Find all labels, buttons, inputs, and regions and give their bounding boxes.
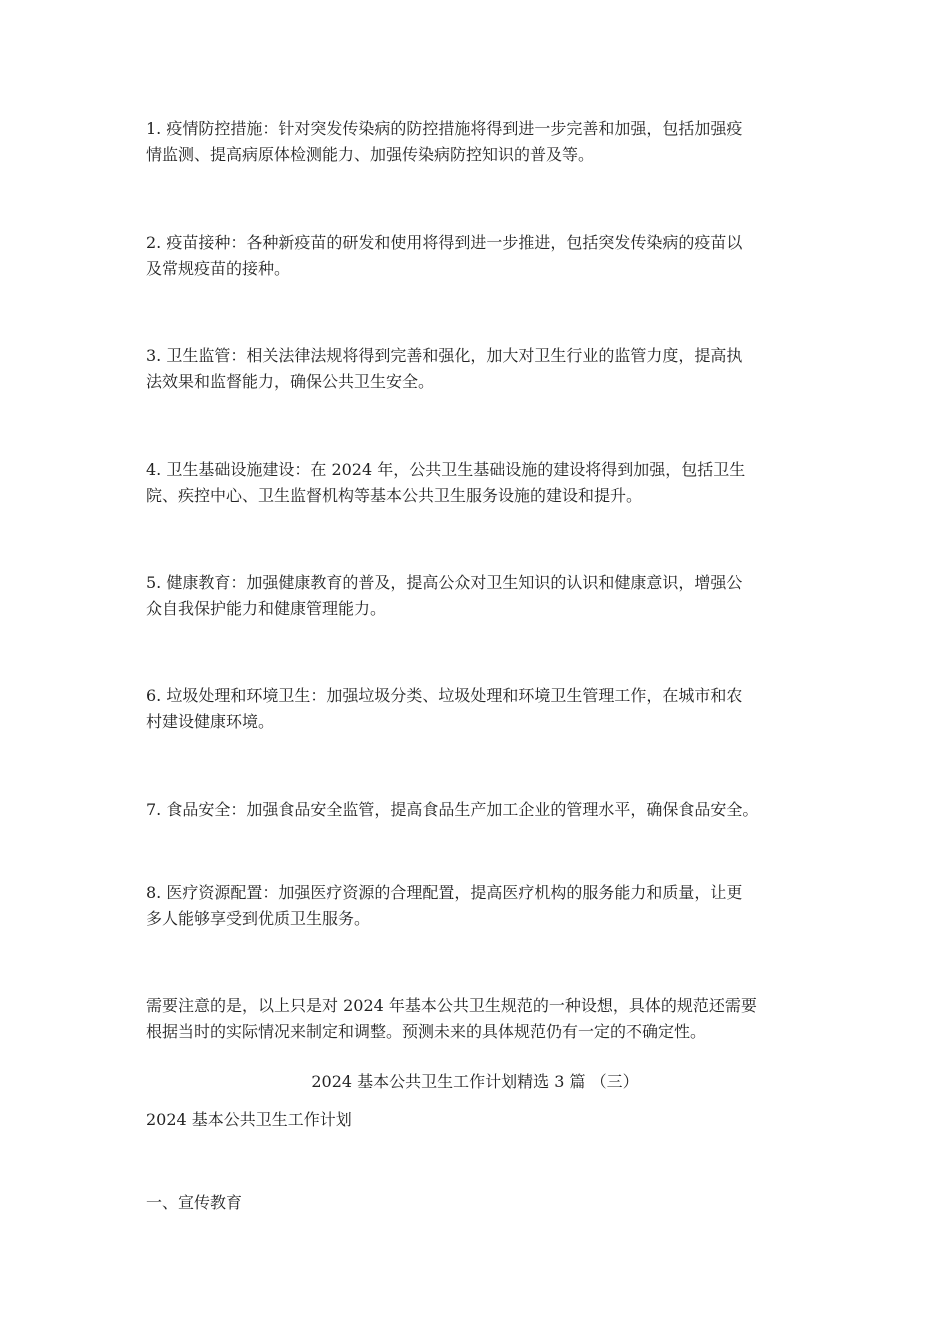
list-item-epidemic-control bbox=[146, 116, 826, 168]
text-line: 院、疾控中心、卫生监督机构等基本公共卫生服务设施的建设和提升。 bbox=[146, 486, 643, 505]
text-line: 众自我保护能力和健康管理能力。 bbox=[146, 599, 387, 618]
text-line: 4. 卫生基础设施建设：在 2024 年，公共卫生基础设施的建设将得到加强，包括卫生 bbox=[146, 460, 746, 479]
list-item-waste-environment bbox=[146, 683, 826, 735]
list-item-health-supervision bbox=[146, 343, 826, 395]
note-paragraph bbox=[146, 993, 826, 1045]
text-line: 多人能够享受到优质卫生服务。 bbox=[146, 909, 371, 928]
text-line: 村建设健康环境。 bbox=[146, 712, 275, 731]
text-line: 5. 健康教育：加强健康教育的普及，提高公众对卫生知识的认识和健康意识，增强公 bbox=[146, 573, 743, 592]
text-line: 一、宣传教育 bbox=[146, 1193, 243, 1212]
text-line: 需要注意的是，以上只是对 2024 年基本公共卫生规范的一种设想，具体的规范还需要 bbox=[146, 996, 757, 1015]
plan-subtitle bbox=[146, 1107, 826, 1133]
list-item-infrastructure bbox=[146, 457, 826, 509]
text-line: 2. 疫苗接种：各种新疫苗的研发和使用将得到进一步推进，包括突发传染病的疫苗以 bbox=[146, 233, 743, 252]
list-item-vaccination bbox=[146, 230, 826, 282]
list-item-medical-resources bbox=[146, 880, 826, 932]
text-line: 7. 食品安全：加强食品安全监管，提高食品生产加工企业的管理水平，确保食品安全。 bbox=[146, 800, 759, 819]
section-title: 2024 基本公共卫生工作计划精选 3 篇 （三） bbox=[311, 1072, 639, 1091]
list-item-health-education bbox=[146, 570, 826, 622]
text-line: 法效果和监督能力，确保公共卫生安全。 bbox=[146, 372, 435, 391]
list-item-food-safety bbox=[146, 797, 826, 823]
text-line: 情监测、提高病原体检测能力、加强传染病防控知识的普及等。 bbox=[146, 145, 595, 164]
text-line: 根据当时的实际情况来制定和调整。预测未来的具体规范仍有一定的不确定性。 bbox=[146, 1022, 707, 1041]
text-line: 1. 疫情防控措施：针对突发传染病的防控措施将得到进一步完善和加强，包括加强疫 bbox=[146, 119, 743, 138]
text-line: 2024 基本公共卫生工作计划 bbox=[146, 1110, 352, 1129]
text-line: 8. 医疗资源配置：加强医疗资源的合理配置，提高医疗机构的服务能力和质量，让更 bbox=[146, 883, 743, 902]
heading-publicity-education bbox=[146, 1190, 826, 1216]
text-line: 及常规疫苗的接种。 bbox=[146, 259, 291, 278]
text-line: 6. 垃圾处理和环境卫生：加强垃圾分类、垃圾处理和环境卫生管理工作，在城市和农 bbox=[146, 686, 743, 705]
text-line: 3. 卫生监管：相关法律法规将得到完善和强化，加大对卫生行业的监管力度，提高执 bbox=[146, 346, 743, 365]
